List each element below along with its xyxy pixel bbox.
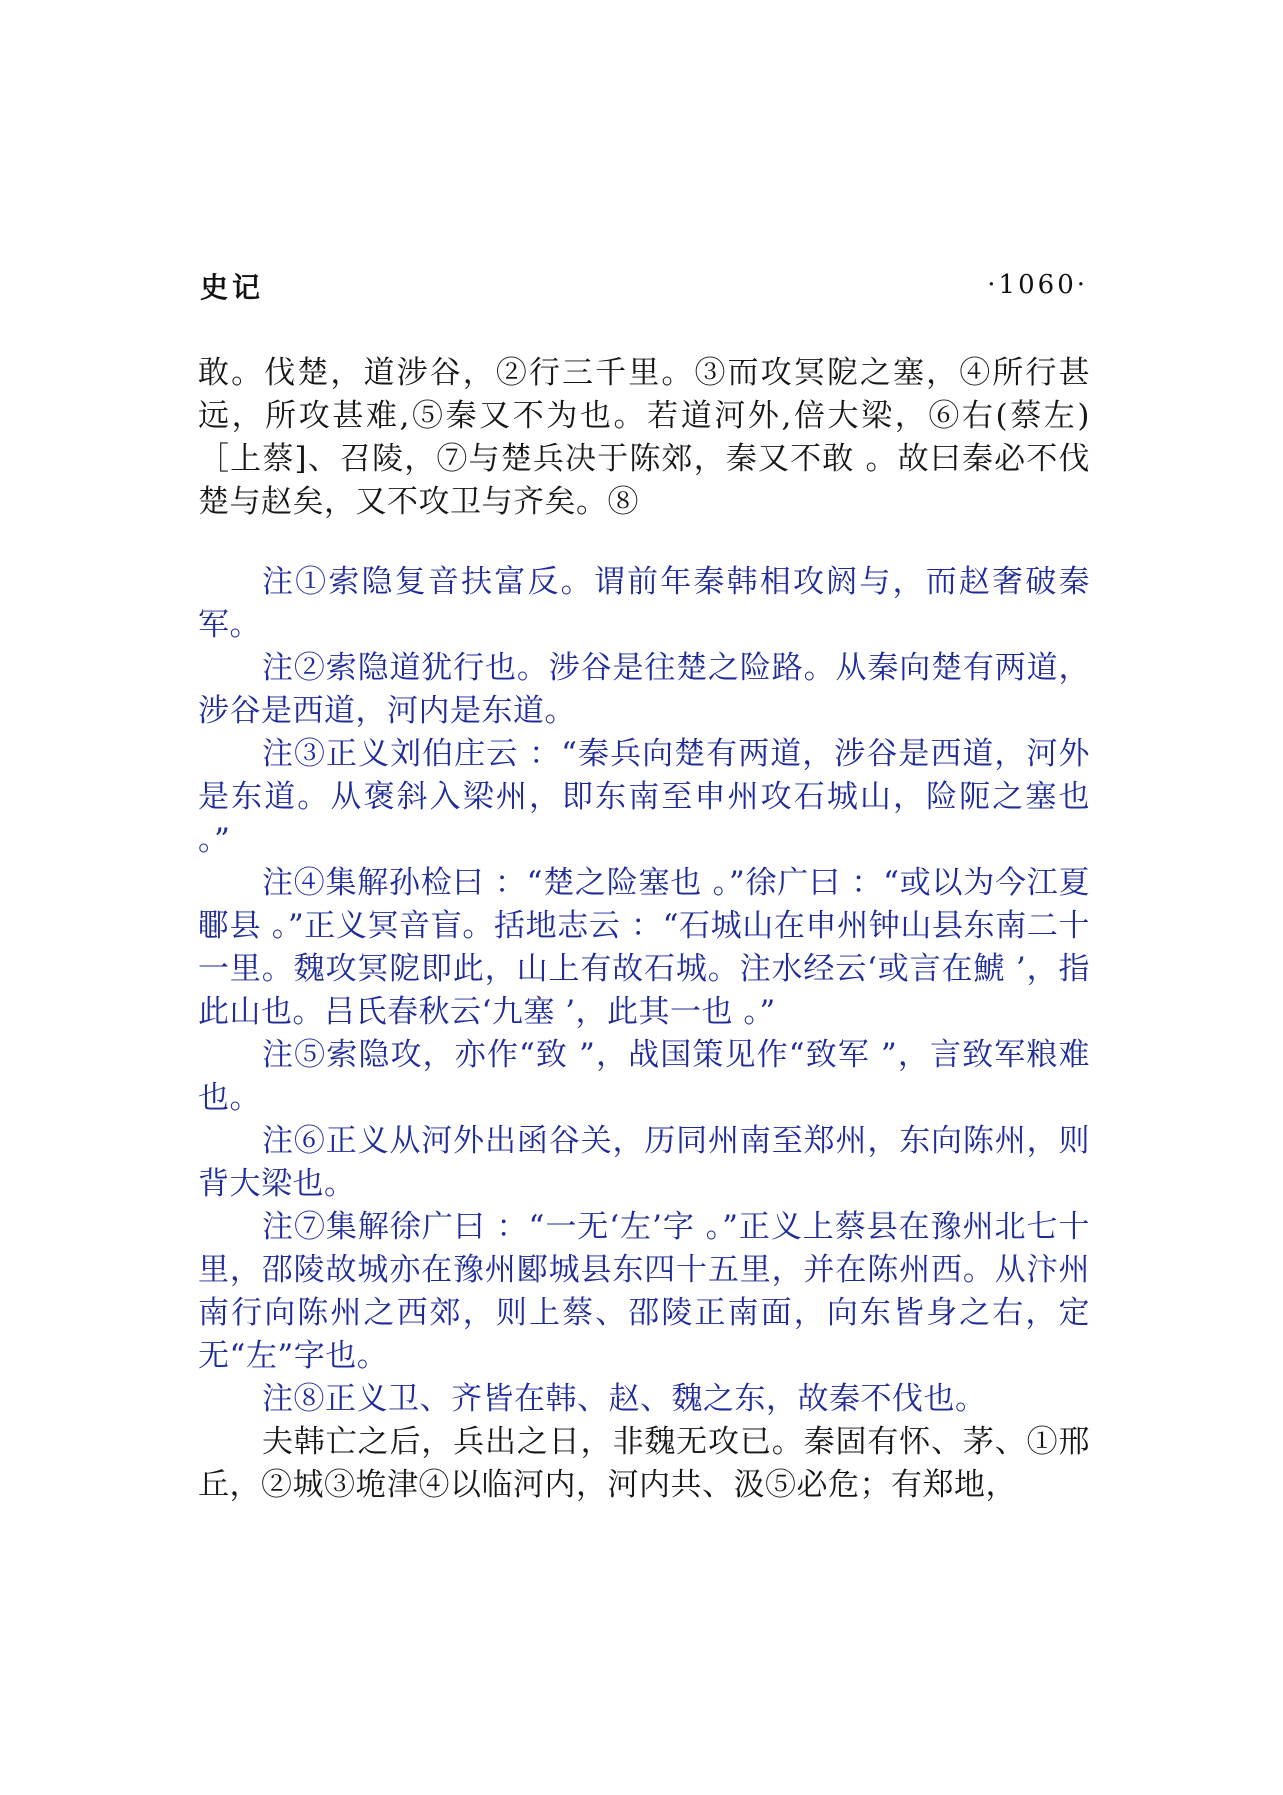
main-text-paragraph: 敢。伐楚，道涉谷，②行三千里。③而攻冥阸之塞，④所行甚远，所攻甚难,⑤秦又不为也。若道河外,倍大梁，⑥右(蔡左)［上蔡]、召陵，⑦与楚兵决于陈郊，秦又不敢 。故曰秦必不伐楚与赵矣，又不攻卫与齐矣。⑧: [198, 355, 1090, 520]
note-2: 注②索隐道犹行也。涉谷是往楚之险路。从秦向楚有两道，涉谷是西道，河内是东道。: [198, 650, 1090, 729]
notes-section: [198, 561, 1090, 1421]
continuation-paragraph: 夫韩亡之后，兵出之日，非魏无攻已。秦固有怀、茅、①邢丘，②城③垝津④以临河内，河内共、汲⑤必危；有郑地，: [198, 1424, 1090, 1503]
text-block: [198, 352, 1090, 1507]
note-7: 注⑦集解徐广曰 ：“一无‘左’字 。”正义上蔡县在豫州北七十里，邵陵故城亦在豫州郾城县东四十五里，并在陈州西。从汴州南行向陈州之西郊，则上蔡、邵陵正南面，向东皆身之右，定无“左”字也。: [198, 1209, 1090, 1374]
note-3: 注③正义刘伯庄云 ：“秦兵向楚有两道，涉谷是西道，河外是东道。从褒斜入梁州，即东南至申州攻石城山，险阨之塞也 。”: [198, 736, 1090, 858]
note-6: 注⑥正义从河外出函谷关，历同州南至郑州，东向陈州，则背大梁也。: [198, 1123, 1090, 1202]
note-1: 注①索隐复音扶富反。谓前年秦韩相攻阏与，而赵奢破秦军。: [198, 564, 1090, 643]
page-number: ·1060·: [987, 270, 1088, 300]
running-header: [200, 266, 1088, 306]
note-4: 注④集解孙检曰 ：“楚之险塞也 。”徐广曰 ：“或以为今江夏鄳县 。”正义冥音盲。括地志云 ：“石城山在申州钟山县东南二十一里。魏攻冥阸即此，山上有故石城。注水经云‘或言在鯱 ’，指此山也。吕氏春秋云‘九塞 ’，此其一也 。”: [198, 865, 1090, 1030]
book-title: 史记: [200, 271, 265, 304]
note-8: 注⑧正义卫、齐皆在韩、赵、魏之东，故秦不伐也。: [262, 1381, 987, 1417]
note-5: 注⑤索隐攻，亦作“致 ”，战国策见作“致军 ”，言致军粮难也。: [198, 1037, 1090, 1116]
